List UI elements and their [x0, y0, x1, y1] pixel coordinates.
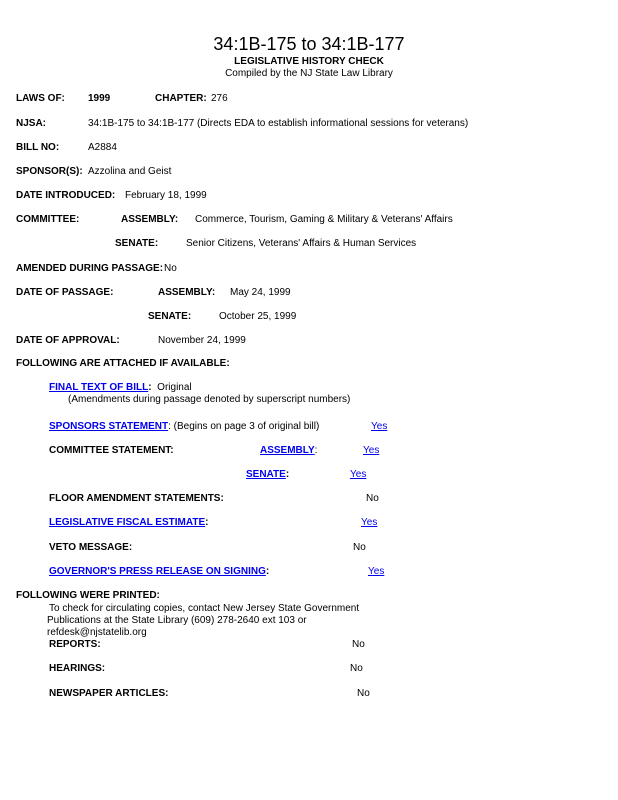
date-of-passage-label: DATE OF PASSAGE: [16, 287, 114, 298]
hearings-label: HEARINGS: [49, 663, 106, 674]
fiscal-estimate-yes-link[interactable]: Yes [361, 517, 378, 528]
sponsors-statement-row [49, 421, 319, 433]
fiscal-estimate-colon: : [205, 517, 209, 528]
sponsors-label: SPONSOR(S): [16, 166, 83, 177]
final-text-note: (Amendments during passage denoted by superscript numbers) [68, 394, 351, 405]
veto-message-value: No [353, 542, 366, 553]
printed-note-line3: refdesk@njstatelib.org [47, 627, 147, 638]
passage-assembly-label: ASSEMBLY: [158, 287, 216, 298]
sponsors-statement-link[interactable]: SPONSORS STATEMENT [49, 421, 169, 432]
chapter-value: 276 [211, 93, 228, 104]
governor-press-release-yes-link[interactable]: Yes [368, 566, 385, 577]
amended-value: No [164, 263, 177, 274]
committee-senate-value: Senior Citizens, Veterans' Affairs & Human Services [186, 238, 417, 249]
date-of-approval-value: November 24, 1999 [158, 335, 246, 346]
final-text-link[interactable]: FINAL TEXT OF BILL [49, 382, 149, 393]
committee-senate-label: SENATE: [115, 238, 159, 249]
fiscal-estimate-row [49, 517, 208, 529]
committee-statement-senate-colon: : [285, 469, 290, 480]
fiscal-estimate-link[interactable]: LEGISLATIVE FISCAL ESTIMATE [49, 517, 206, 528]
floor-amendment-value: No [366, 493, 379, 504]
sponsors-value: Azzolina and Geist [88, 166, 172, 177]
final-text-colon: : [148, 382, 152, 393]
passage-senate-value: October 25, 1999 [219, 311, 297, 322]
newspaper-articles-value: No [357, 688, 370, 699]
passage-senate-label: SENATE: [148, 311, 192, 322]
committee-statement-senate-yes-link[interactable]: Yes [350, 469, 367, 480]
printed-note-line2: Publications at the State Library (609) 278-2640 ext 103 or [47, 615, 307, 626]
committee-assembly-label: ASSEMBLY: [121, 214, 179, 225]
sponsors-statement-yes-link[interactable]: Yes [371, 421, 388, 432]
committee-statement-senate-link[interactable]: SENATE [246, 469, 286, 480]
committee-statement-assembly-row [260, 445, 317, 457]
committee-statement-senate-row [246, 469, 289, 481]
committee-statement-assembly-link[interactable]: ASSEMBLY [260, 445, 315, 456]
reports-label: REPORTS: [49, 639, 101, 650]
date-introduced-label: DATE INTRODUCED: [16, 190, 116, 201]
governor-press-release-row [49, 566, 269, 578]
floor-amendment-label: FLOOR AMENDMENT STATEMENTS: [49, 493, 224, 504]
page-subtitle: LEGISLATIVE HISTORY CHECK [234, 56, 384, 67]
committee-statement-assembly-yes-link[interactable]: Yes [363, 445, 380, 456]
committee-statement-assembly-colon: : [314, 445, 318, 456]
laws-of-value: 1999 [88, 93, 111, 104]
amended-label: AMENDED DURING PASSAGE: [16, 263, 164, 274]
committee-statement-label: COMMITTEE STATEMENT: [49, 445, 174, 456]
reports-value: No [352, 639, 365, 650]
final-text-row [49, 382, 192, 394]
njsa-label: NJSA: [16, 118, 47, 129]
date-of-approval-label: DATE OF APPROVAL: [16, 335, 120, 346]
final-text-value: Original [157, 382, 192, 393]
passage-assembly-value: May 24, 1999 [230, 287, 291, 298]
hearings-value: No [350, 663, 363, 674]
page-title: 34:1B-175 to 34:1B-177 [213, 34, 405, 54]
committee-label: COMMITTEE: [16, 214, 80, 225]
bill-no-label: BILL NO: [16, 142, 60, 153]
njsa-value: 34:1B-175 to 34:1B-177 (Directs EDA to establish informational sessions for veterans) [88, 118, 469, 129]
printed-heading: FOLLOWING WERE PRINTED: [16, 590, 160, 601]
laws-of-label: LAWS OF: [16, 93, 65, 104]
newspaper-articles-label: NEWSPAPER ARTICLES: [49, 688, 169, 699]
compiled-by: Compiled by the NJ State Law Library [225, 68, 393, 79]
bill-no-value: A2884 [88, 142, 117, 153]
governor-press-release-link[interactable]: GOVERNOR'S PRESS RELEASE ON SIGNING [49, 566, 266, 577]
sponsors-statement-note: : (Begins on page 3 of original bill) [168, 421, 320, 432]
chapter-label: CHAPTER: [155, 93, 207, 104]
governor-press-release-colon: : [265, 566, 270, 577]
printed-note-line1: To check for circulating copies, contact New Jersey State Government [49, 603, 360, 614]
date-introduced-value: February 18, 1999 [125, 190, 207, 201]
veto-message-label: VETO MESSAGE: [49, 542, 133, 553]
attached-heading: FOLLOWING ARE ATTACHED IF AVAILABLE: [16, 358, 230, 369]
committee-assembly-value: Commerce, Tourism, Gaming & Military & Veterans' Affairs [195, 214, 453, 225]
